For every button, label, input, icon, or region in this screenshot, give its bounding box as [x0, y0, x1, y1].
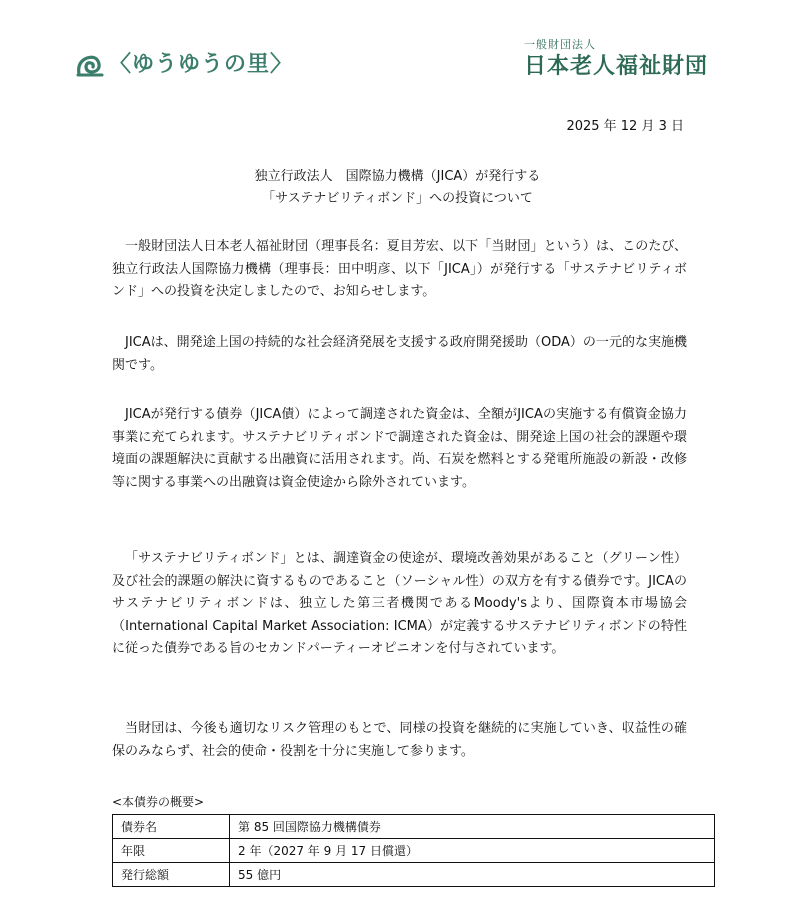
table-cell-value: 55 億円 — [230, 863, 715, 887]
table-cell-value: 2 年（2027 年 9 月 17 日償還） — [230, 839, 715, 863]
release-date: 2025 年 12 月 3 日 — [566, 119, 684, 134]
title-line-2: 「サステナビリティボンド」への投資について — [262, 191, 533, 206]
yuuyuu-no-sato-logo — [76, 50, 293, 80]
title-line-1: 独立行政法人 国際協力機構（JICA）が発行する — [254, 169, 541, 184]
table-row — [113, 839, 715, 863]
paragraph-announcement: 一般財団法人日本老人福祉財団（理事長名：夏目芳宏、以下「当財団」という）は、このたび、独立行政法人国際協力機構（理事長：田中明彦、以下「JICA」）が発行する「サステナビリティボンド」への投資を決定しましたので、お知らせします。 — [112, 239, 687, 300]
bond-summary-table — [112, 814, 715, 887]
table-cell-key: 発行総額 — [113, 863, 230, 887]
summary-label: <本債券の概要> — [112, 795, 205, 809]
table-row — [113, 863, 715, 887]
snail-icon — [76, 52, 104, 78]
foundation-logo — [524, 38, 708, 80]
table-cell-value: 第 85 回国際協力機構債券 — [230, 815, 715, 839]
paragraph-sustainability-bond-definition: 「サステナビリティボンド」とは、調達資金の使途が、環境改善効果があること（グリーン性）及び社会的課題の解決に資するものであること（ソーシャル性）の双方を有する債券です。JICAのサステナビリティボンドは、独立した第三者機関であるMoody'sより、国際資本市場協会（International Capital Market Association: ICMA）が定義するサステナビリティボンドの特性に従った債券である旨のセカンドパーティーオピニオンを付与されています。 — [112, 551, 687, 657]
table-cell-key: 債券名 — [113, 815, 230, 839]
paragraph-fund-use: JICAが発行する債券（JICA債）によって調達された資金は、全額がJICAの実施する有償資金協力事業に充てられます。サステナビリティボンドで調達された資金は、開発途上国の社会的課題や環境面の課題解決に貢献する出融資に活用されます。尚、石炭を燃料とする発電所施設の新設・改修等に関する事業への出融資は資金使途から除外されています。 — [112, 407, 687, 490]
foundation-name: 日本老人福祉財団 — [524, 53, 709, 79]
table-row — [113, 815, 715, 839]
logo-left-text: 〈ゆうゆうの里〉 — [109, 52, 294, 77]
document-title — [0, 166, 795, 210]
foundation-type-label: 一般財団法人 — [524, 38, 596, 51]
paragraph-closing: 当財団は、今後も適切なリスク管理のもとで、同様の投資を継続的に実施していき、収益性の確保のみならず、社会的使命・役割を十分に実施して参ります。 — [112, 721, 687, 759]
paragraph-jica-overview: JICAは、開発途上国の持続的な社会経済発展を支援する政府開発援助（ODA）の一元的な実施機関です。 — [112, 335, 687, 373]
table-cell-key: 年限 — [113, 839, 230, 863]
